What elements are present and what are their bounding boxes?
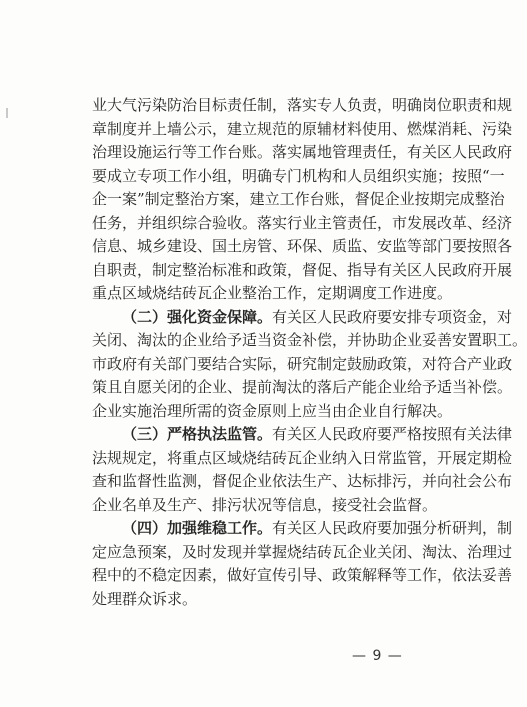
line-text: 要成立专项工作小组，明确专门机构和人员组织实施；按照“一	[92, 166, 505, 185]
text-line	[92, 564, 513, 588]
text-line	[92, 188, 505, 212]
text-line	[92, 141, 513, 165]
page-number: — 9 —	[352, 648, 403, 664]
line-text: 关闭、淘汰的企业给予适当资金补偿，并协助企业妥善安置职工。	[92, 331, 527, 349]
section-heading: （三）严格执法监管。	[122, 425, 273, 443]
text-line	[92, 282, 453, 306]
text-line	[92, 400, 453, 424]
text-line	[92, 212, 513, 236]
text-line	[92, 470, 513, 494]
line-text: 自职责，制定整治标准和政策，督促、指导有关区人民政府开展	[92, 260, 513, 279]
line-text: 法规规定，将重点区域烧结砖瓦企业纳入日常监管，开展定期检	[92, 448, 513, 467]
text-line	[92, 423, 513, 447]
line-text: 治理设施运行等工作台账。落实属地管理责任，有关区人民政府	[92, 143, 513, 161]
text-line	[92, 165, 505, 189]
text-line	[92, 235, 513, 259]
text-line	[92, 306, 513, 330]
line-text: 任务，并组织综合验收。落实行业主管责任，市发展改革、经济	[92, 213, 513, 232]
line-text: 策且自愿关闭的企业、提前淘汰的落后产能企业给予适当补偿。	[92, 378, 513, 396]
line-text: 市政府有关部门要结合实际，研究制定鼓励政策，对符合产业政	[92, 354, 513, 373]
line-text: 处理群众诉求。	[92, 589, 198, 608]
text-line	[92, 541, 513, 565]
line-text: 章制度并上墙公示，建立规范的原辅材料使用、燃煤消耗、污染	[92, 119, 513, 138]
line-text: 业大气污染防治目标责任制，落实专人负责，明确岗位职责和规	[92, 96, 513, 114]
line-text: 企业实施治理所需的资金原则上应当由企业自行解决。	[92, 401, 453, 420]
text-line	[92, 517, 513, 541]
text-line	[92, 447, 513, 471]
line-text: 定应急预案，及时发现并掌握烧结砖瓦企业关闭、淘汰、治理过	[92, 542, 513, 561]
text-line	[92, 259, 513, 283]
text-line	[92, 94, 513, 118]
line-text: 有关区人民政府要严格按照有关法律	[272, 425, 513, 443]
text-line	[92, 588, 434, 612]
body-text	[92, 94, 527, 611]
text-line	[92, 494, 438, 518]
text-line	[92, 353, 513, 377]
text-line	[92, 118, 513, 142]
line-text: 有关区人民政府要加强分析研判，制	[272, 519, 513, 537]
line-text: 查和监督性监测，督促企业依法生产、达标排污，并向社会公布	[92, 472, 513, 490]
line-text: 重点区域烧结砖瓦企业整治工作，定期调度工作进度。	[92, 284, 453, 302]
edge-mark	[6, 108, 8, 118]
text-line	[92, 329, 527, 353]
line-text: 企业名单及生产、排污状况等信息，接受社会监督。	[92, 495, 438, 514]
text-line	[92, 376, 513, 400]
line-text: 程中的不稳定因素，做好宣传引导、政策解释等工作，依法妥善	[92, 566, 513, 584]
section-heading: （二）强化资金保障。	[122, 307, 273, 326]
line-text: 信息、城乡建设、国土房管、环保、质监、安监等部门要按照各	[92, 237, 513, 255]
section-heading: （四）加强维稳工作。	[122, 519, 273, 537]
line-text: 企一案”制定整治方案，建立工作台账，督促企业按期完成整治	[92, 190, 505, 208]
line-text: 有关区人民政府要安排专项资金，对	[272, 307, 513, 326]
